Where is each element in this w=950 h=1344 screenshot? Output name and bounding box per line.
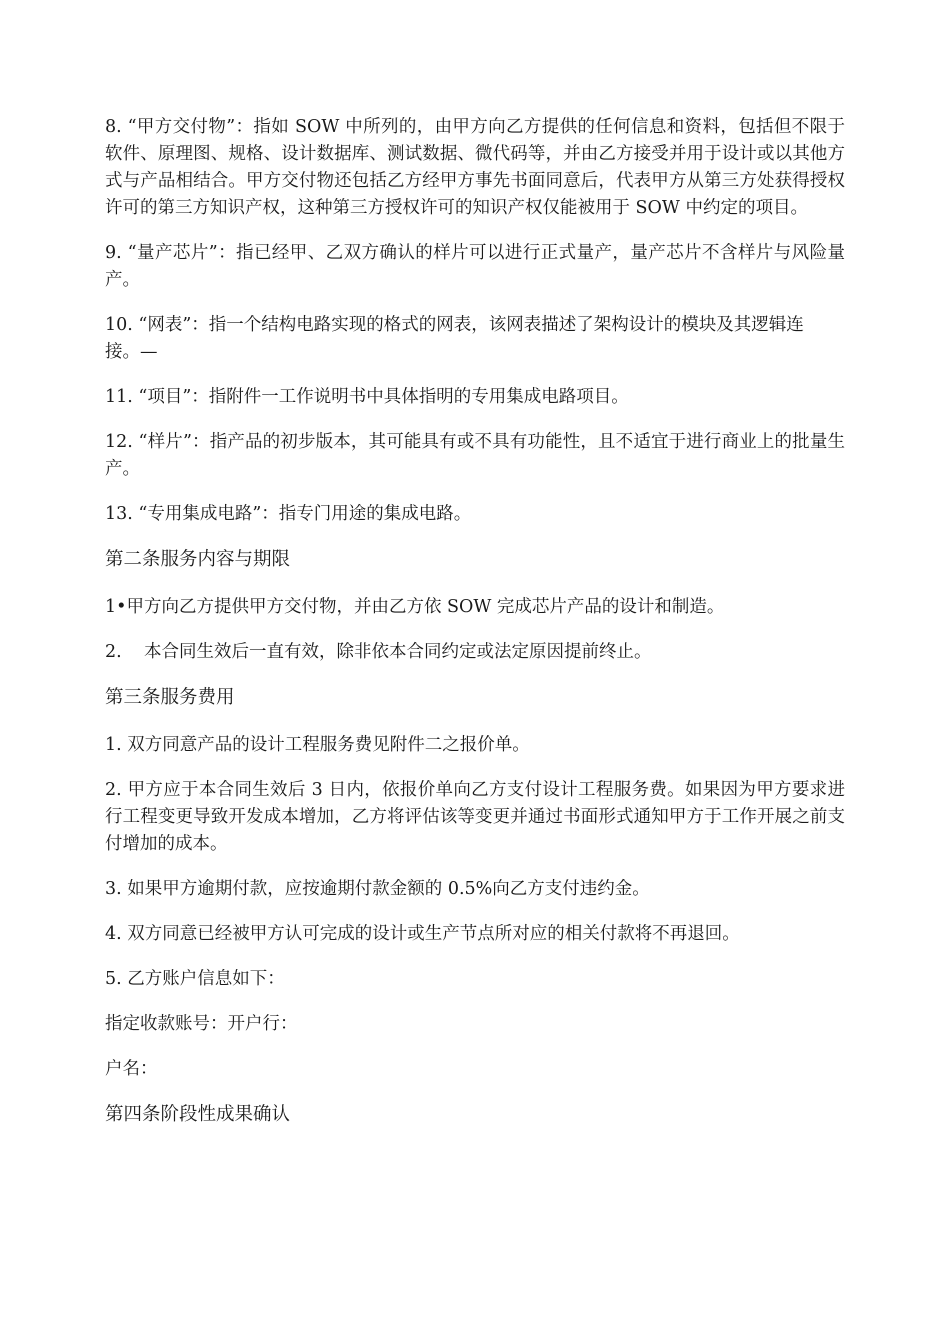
account-info-line: 指定收款账号：开户行： [105, 1014, 298, 1034]
document-page [105, 114, 845, 1149]
article-3-clause-1: 1. 双方同意产品的设计工程服务费见附件二之报价单。 [105, 735, 530, 755]
definition-9: 9. “量产芯片”：指已经甲、乙双方确认的样片可以进行正式量产，量产芯片不含样片与风险量产。 [105, 243, 845, 290]
article-4-heading: 第四条阶段性成果确认 [105, 1104, 291, 1125]
article-2-clause-1: 1•甲方向乙方提供甲方交付物，并由乙方依 SOW 完成芯片产品的设计和制造。 [105, 597, 725, 617]
article-3-heading: 第三条服务费用 [105, 687, 235, 708]
article-3-clause-4: 4. 双方同意已经被甲方认可完成的设计或生产节点所对应的相关付款将不再退回。 [105, 924, 740, 944]
article-2-heading: 第二条服务内容与期限 [105, 549, 291, 570]
account-name-line: 户名： [105, 1059, 158, 1079]
article-3-clause-2: 2. 甲方应于本合同生效后 3 日内，依报价单向乙方支付设计工程服务费。如果因为甲方要求进行工程变更导致开发成本增加，乙方将评估该等变更并通过书面形式通知甲方于工作开展之前支付增加的成本。 [105, 780, 845, 854]
definition-10: 10. “网表”：指一个结构电路实现的格式的网表，该网表描述了架构设计的模块及其逻辑连接。— [105, 315, 804, 362]
article-2-clause-2: 2. 本合同生效后一直有效，除非依本合同约定或法定原因提前终止。 [105, 642, 652, 662]
definition-12: 12. “样片”：指产品的初步版本，其可能具有或不具有功能性，且不适宜于进行商业上的批量生产。 [105, 432, 845, 479]
definition-13: 13. “专用集成电路”：指专门用途的集成电路。 [105, 504, 472, 524]
article-3-clause-3: 3. 如果甲方逾期付款，应按逾期付款金额的 0.5%向乙方支付违约金。 [105, 879, 650, 899]
article-3-clause-5: 5. 乙方账户信息如下： [105, 969, 285, 989]
definition-8: 8. “甲方交付物”：指如 SOW 中所列的，由甲方向乙方提供的任何信息和资料，包括但不限于软件、原理图、规格、设计数据库、测试数据、微代码等，并由乙方接受并用于设计或以其他方式与产品相结合。甲方交付物还包括乙方经甲方事先书面同意后，代表甲方从第三方处获得授权许可的第三方知识产权，这种第三方授权许可的知识产权仅能被用于 SOW 中约定的项目。 [105, 117, 845, 218]
definition-11: 11. “项目”：指附件一工作说明书中具体指明的专用集成电路项目。 [105, 387, 629, 407]
